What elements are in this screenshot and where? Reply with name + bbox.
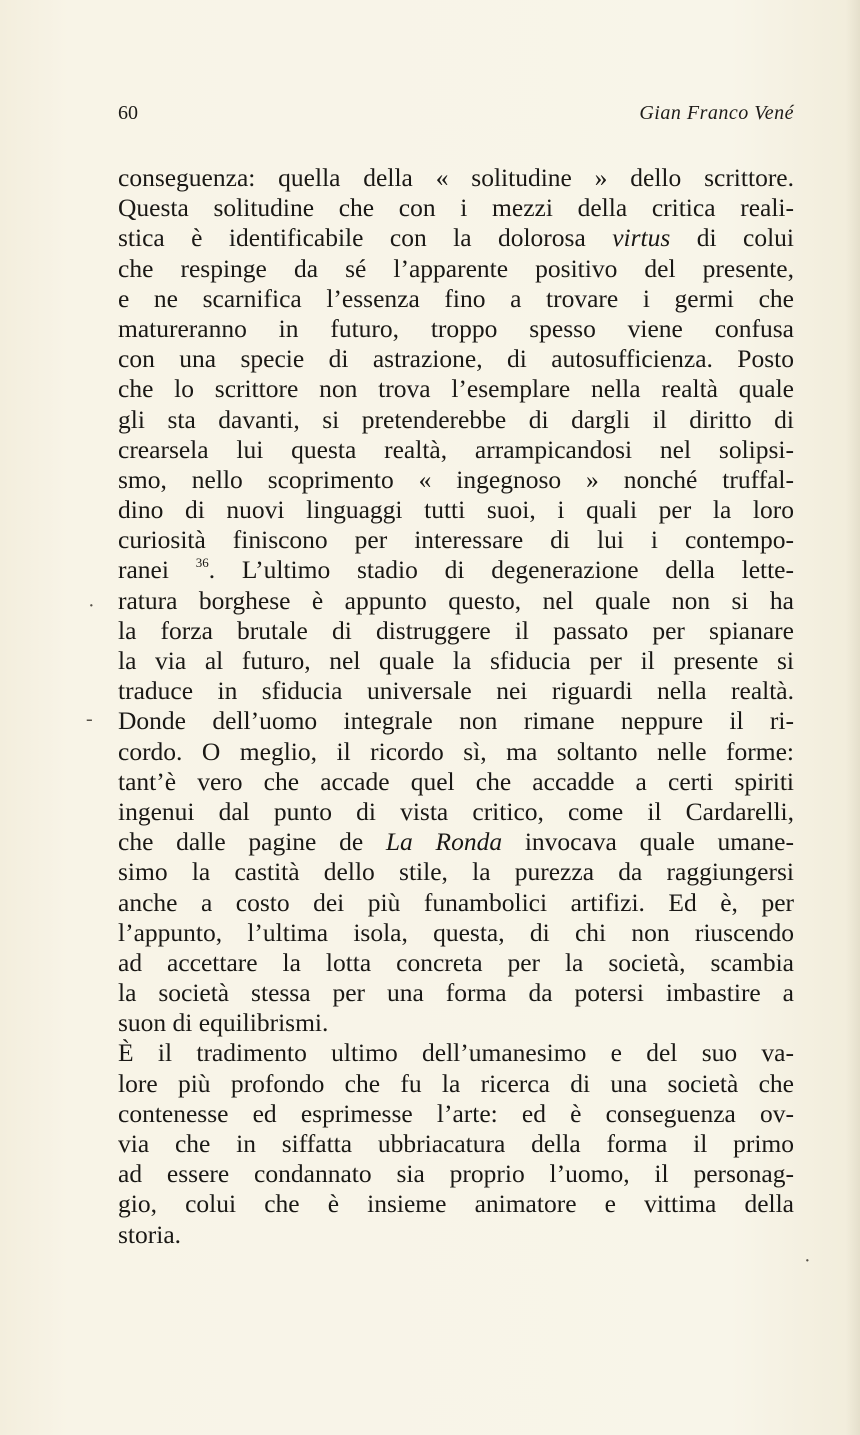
text-line: stica è identificabile con la dolorosa virtus di colui <box>118 223 795 253</box>
page-number: 60 <box>118 102 138 124</box>
text-line: l’appunto, l’ultima isola, questa, di chi non riuscendo <box>118 917 794 947</box>
text-line: e ne scarnifica l’essenza fino a trovare i germi che <box>118 283 794 313</box>
text-line: conseguenza: quella della « solitudine » dello scrittore. <box>118 163 794 192</box>
text-line: contenesse ed esprimesse l’arte: ed è conseguenza ov- <box>118 1098 794 1128</box>
text-line: curiosità finiscono per interessare di lui i contempo- <box>118 525 794 555</box>
text-line: simo la castità dello stile, la purezza da raggiungersi <box>118 857 794 887</box>
text-line: Questa solitudine che con i mezzi della critica reali- <box>118 193 794 223</box>
text-line: ad essere condannato sia proprio l’uomo, il personag- <box>118 1159 794 1189</box>
text-line: cordo. O meglio, il ricordo sì, ma soltanto nelle forme: <box>118 736 794 766</box>
text-line: via che in siffatta ubbriacatura della forma il primo <box>118 1129 794 1158</box>
running-head-author: Gian Franco Vené <box>639 102 794 124</box>
text-line: traduce in sfiducia universale nei riguardi nella realtà. <box>118 676 794 706</box>
text-line: dino di nuovi linguaggi tutti suoi, i quali per la loro <box>118 495 794 525</box>
text-line: la forza brutale di distruggere il passato per spianare <box>118 615 794 645</box>
text-line: ingenui dal punto di vista critico, come il Cardarelli, <box>118 796 794 826</box>
text-line: che lo scrittore non trova l’esemplare nella realtà quale <box>118 374 794 404</box>
text-line: tant’è vero che accade quel che accadde a certi spiriti <box>118 766 794 796</box>
italic-title: La Ronda <box>385 827 503 857</box>
text-line: crearsela lui questa realtà, arrampicandosi nel solipsi- <box>118 434 794 464</box>
text-line: matureranno in futuro, troppo spesso viene confusa <box>118 313 794 343</box>
text-line: storia. <box>118 1219 182 1249</box>
text-line: che respinge da sé l’apparente positivo del presente, <box>118 253 794 283</box>
text-line: gli sta davanti, si pretenderebbe di dargli il diritto di <box>118 404 794 434</box>
text-line: che dalle pagine de La Ronda invocava quale umane- <box>118 827 794 857</box>
text-line: anche a costo dei più funambolici artifizi. Ed è, per <box>118 887 794 917</box>
text-line: con una specie di astrazione, di autosufficienza. Posto <box>118 344 794 374</box>
text-line: suon di equilibrismi. <box>118 1008 329 1038</box>
text-line: gio, colui che è insieme animatore e vittima della <box>118 1189 794 1219</box>
margin-mark: · <box>88 595 95 617</box>
italic-term: virtus <box>612 223 671 253</box>
text-line: smo, nello scoprimento « ingegnoso » nonché truffal- <box>118 464 794 494</box>
text-line: ad accettare la lotta concreta per la società, scambia <box>118 947 794 977</box>
text-line: la via al futuro, nel quale la sfiducia per il presente si <box>118 646 794 675</box>
page-edge-shadow <box>846 0 860 1435</box>
text-line: ranei $^{36}$. L’ultimo stadio di degenerazione della lette- <box>118 555 794 585</box>
running-header <box>118 98 794 130</box>
text-line: Donde dell’uomo integrale non rimane neppure il ri- <box>118 706 794 736</box>
margin-mark: · <box>804 1250 811 1272</box>
text-line: ratura borghese è appunto questo, nel quale non si ha <box>118 585 794 615</box>
text-line: È il tradimento ultimo dell’umanesimo e del suo va- <box>118 1038 794 1068</box>
body-text <box>118 163 794 1250</box>
text-line: lore più profondo che fu la ricerca di una società che <box>118 1068 794 1098</box>
footnote-reference: 36 <box>195 555 209 571</box>
margin-mark: - <box>86 708 93 730</box>
text-line: la società stessa per una forma da potersi imbastire a <box>118 978 794 1008</box>
